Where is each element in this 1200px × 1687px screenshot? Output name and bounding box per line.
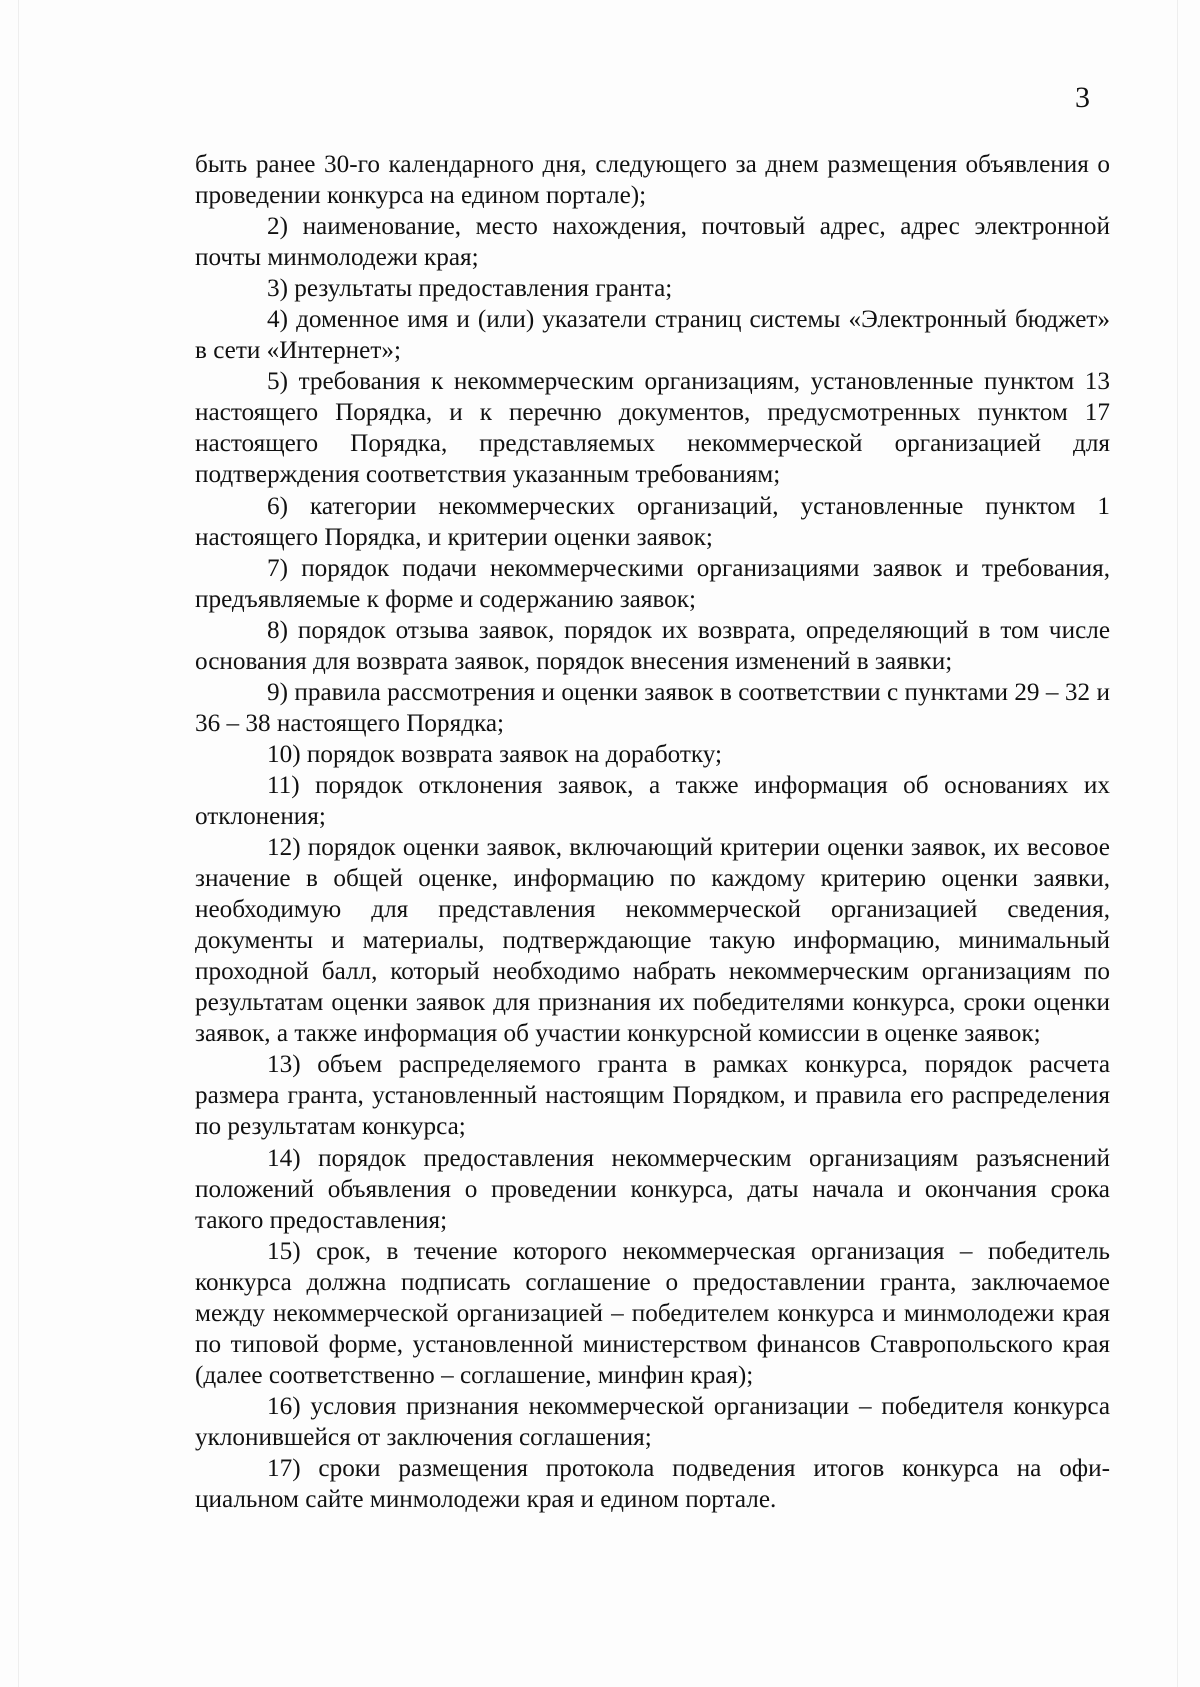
list-item-13: 13) объем распределяемого гранта в рамках конкурса, порядок расчета размера гранта, установленный настоящим Порядком, и правила его распределения по результатам конкурса;	[195, 1051, 1110, 1141]
document-body	[195, 149, 1110, 1515]
scan-edge-right	[1177, 0, 1178, 1687]
list-item-17: 17) сроки размещения протокола подведения итогов конкурса на официальном сайте минмолодежи края и едином портале.	[195, 1454, 1110, 1514]
list-item-5: 5) требования к некоммерческим организациям, установленные пунктом 13 настоящего Порядка, и к перечню документов, предусмотренных пунктом 17 настоящего Порядка, представляемых некоммерческой организацией для подтверждения соответствия указанным требованиям;	[195, 368, 1110, 489]
list-item-12: 12) порядок оценки заявок, включающий критерии оценки заявок, их весовое значение в общей оценке, информацию по каждому критерию оценки заявки, необходимую для представления некоммерческой организацией сведения, документы и материалы, подтверждающие такую информацию, минимальный проходной балл, который необходимо набрать некоммерческим организациям по результатам оценки заявок для признания их победителями конкурса, сроки оценки заявок, а также информация об участии конкурсной комиссии в оценке заявок;	[195, 834, 1110, 1048]
list-item-4: 4) доменное имя и (или) указатели страниц системы «Электронный бюджет» в сети «Интернет»;	[195, 306, 1110, 365]
page-number: 3	[1075, 81, 1090, 114]
scan-edge-left	[18, 0, 19, 1687]
list-item-10: 10) порядок возврата заявок на доработку;	[267, 740, 723, 768]
list-item-9: 9) правила рассмотрения и оценки заявок в соответствии с пунктами 29 – 32 и 36 – 38 настоящего Порядка;	[195, 678, 1110, 737]
list-item-3: 3) результаты предоставления гранта;	[267, 275, 673, 303]
list-item-14: 14) порядок предоставления некоммерческим организациям разъяснений положений объявления о проведении конкурса, даты начала и окончания срока такого предоставления;	[195, 1144, 1110, 1234]
list-item-6: 6) категории некоммерческих организаций, установленные пунктом 1 настоящего Порядка, и критерии оценки заявок;	[195, 492, 1110, 551]
paragraph-continuation: быть ранее 30-го календарного дня, следующего за днем размещения объявления о проведении конкурса на едином портале);	[195, 151, 1110, 210]
list-item-16: 16) условия признания некоммерческой организации – победителя конкурса уклонившейся от заключения соглашения;	[195, 1392, 1110, 1451]
list-item-7: 7) порядок подачи некоммерческими организациями заявок и требования, предъявляемые к форме и содержанию заявок;	[195, 554, 1110, 613]
list-item-15: 15) срок, в течение которого некоммерческая организация – победитель конкурса должна подписать соглашение о предоставлении гранта, заключаемое между некоммерческой организацией – победителем конкурса и минмолодежи края по типовой форме, установленной министерством финансов Ставропольского края (далее соответственно – соглашение, минфин края);	[195, 1237, 1110, 1389]
list-item-2: 2) наименование, место нахождения, почтовый адрес, адрес электронной почты минмолодежи края;	[195, 213, 1110, 272]
list-item-8: 8) порядок отзыва заявок, порядок их возврата, определяющий в том числе основания для возврата заявок, порядок внесения изменений в заявки;	[195, 616, 1110, 675]
list-item-11: 11) порядок отклонения заявок, а также информация об основаниях их отклонения;	[195, 771, 1110, 830]
